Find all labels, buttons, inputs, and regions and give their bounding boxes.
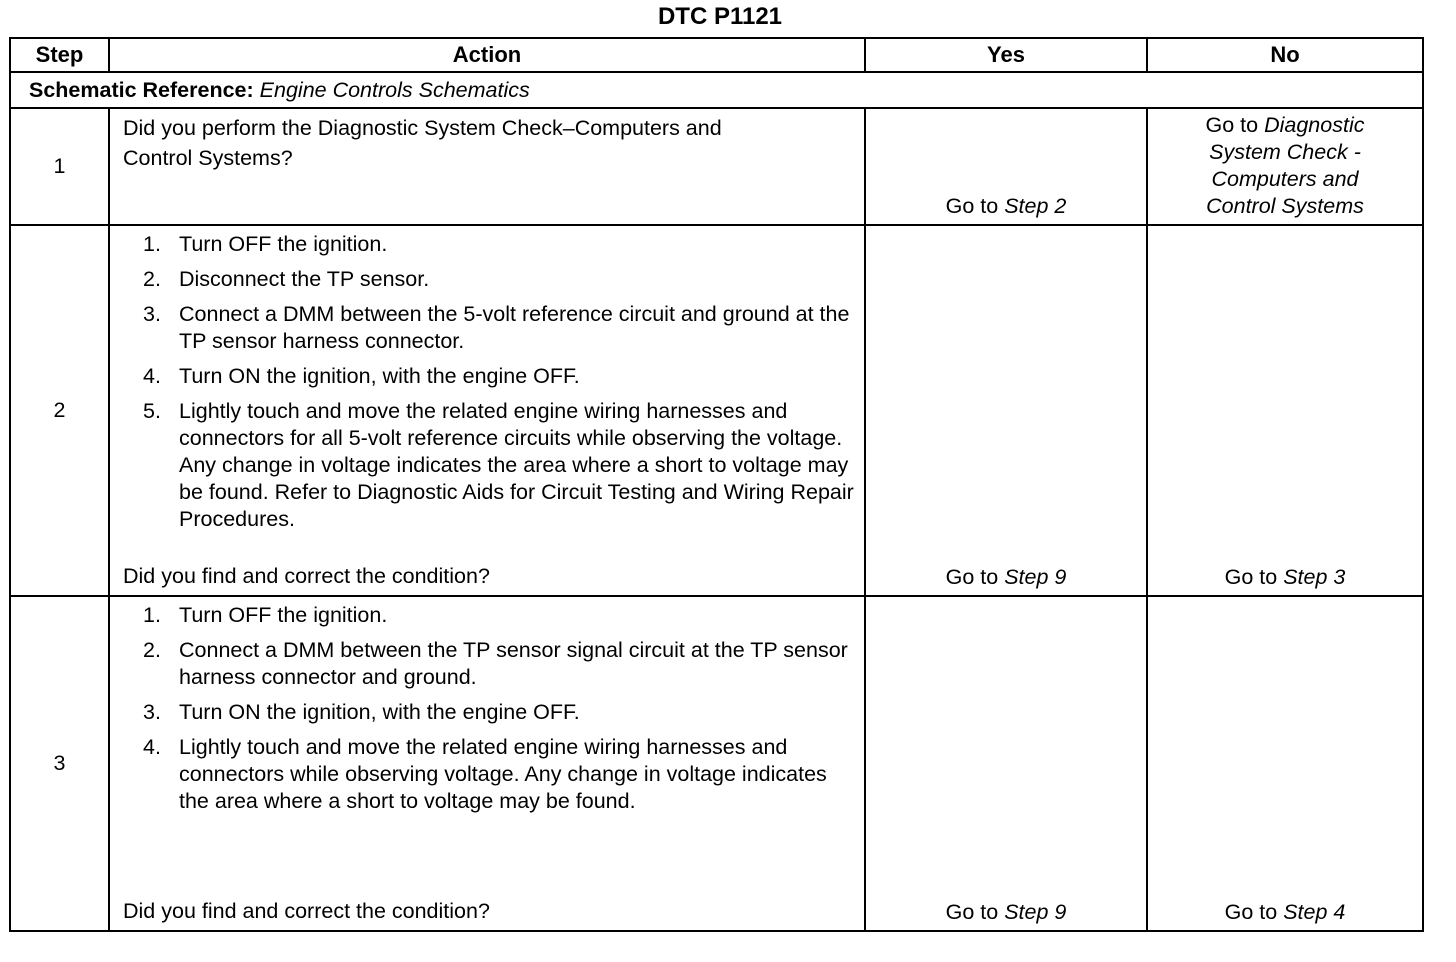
- step-number: 2: [10, 225, 109, 596]
- yes-cell: [865, 225, 1147, 596]
- step-row: [10, 108, 1423, 225]
- no-cell: [1147, 225, 1423, 596]
- yes-goto[interactable]: Go to Step 9: [945, 565, 1067, 589]
- no-cell: [1147, 596, 1423, 931]
- list-item: 1. Turn OFF the ignition.: [143, 232, 388, 256]
- yes-goto[interactable]: Go to Step 9: [945, 900, 1067, 924]
- step-row: [10, 225, 1423, 596]
- no-goto[interactable]: Go to Step 3: [1224, 565, 1346, 589]
- action-cell: [109, 225, 865, 596]
- header-no: No: [1147, 38, 1423, 72]
- yes-goto[interactable]: Go to Step 2: [945, 194, 1067, 218]
- action-question: Did you perform the Diagnostic System Check–Computers and Control Systems?: [123, 116, 722, 170]
- no-goto[interactable]: Go to Step 4: [1224, 900, 1346, 924]
- step-number: 3: [10, 596, 109, 931]
- diagnostic-table: [9, 37, 1424, 932]
- action-cell: [109, 108, 865, 225]
- header-row: [10, 38, 1423, 72]
- list-item: 3. Turn ON the ignition, with the engine OFF.: [143, 700, 580, 724]
- page-title: DTC P1121: [657, 3, 783, 30]
- list-item: 5. Lightly touch and move the related engine wiring harnesses and connectors for all 5-volt reference circuits while observing the voltage. Any change in voltage indicates the area where a short to voltage may be found. Refer to Diagnostic Aids for Circuit Testing and Wiring Repair Procedures.: [143, 399, 854, 531]
- action-question: Did you find and correct the condition?: [123, 899, 490, 923]
- step-number: 1: [10, 108, 109, 225]
- header-yes: Yes: [865, 38, 1147, 72]
- action-cell: [109, 596, 865, 931]
- list-item: 4. Turn ON the ignition, with the engine OFF.: [143, 364, 580, 388]
- header-step: Step: [10, 38, 109, 72]
- step-row: [10, 596, 1423, 931]
- schematic-row: [10, 72, 1423, 108]
- action-question: Did you find and correct the condition?: [123, 564, 490, 588]
- schematic-label: Schematic Reference:: [29, 77, 254, 102]
- list-item: 3. Connect a DMM between the 5-volt reference circuit and ground at the TP sensor harness connector.: [143, 302, 850, 353]
- yes-cell: [865, 596, 1147, 931]
- schematic-link[interactable]: Engine Controls Schematics: [259, 77, 530, 102]
- list-item: 4. Lightly touch and move the related engine wiring harnesses and connectors while observing voltage. Any change in voltage indicates the area where a short to voltage may be found.: [143, 735, 827, 813]
- yes-cell: [865, 108, 1147, 225]
- no-goto[interactable]: Go to Diagnostic System Check - Computers and Control Systems: [1205, 113, 1365, 218]
- schematic-reference: [10, 72, 1423, 108]
- no-cell: [1147, 108, 1423, 225]
- list-item: 2. Connect a DMM between the TP sensor signal circuit at the TP sensor harness connector and ground.: [143, 638, 848, 689]
- procedure-list: [123, 231, 856, 533]
- header-action: Action: [109, 38, 865, 72]
- procedure-list: [123, 602, 856, 815]
- list-item: 2. Disconnect the TP sensor.: [143, 267, 430, 291]
- list-item: 1. Turn OFF the ignition.: [143, 603, 388, 627]
